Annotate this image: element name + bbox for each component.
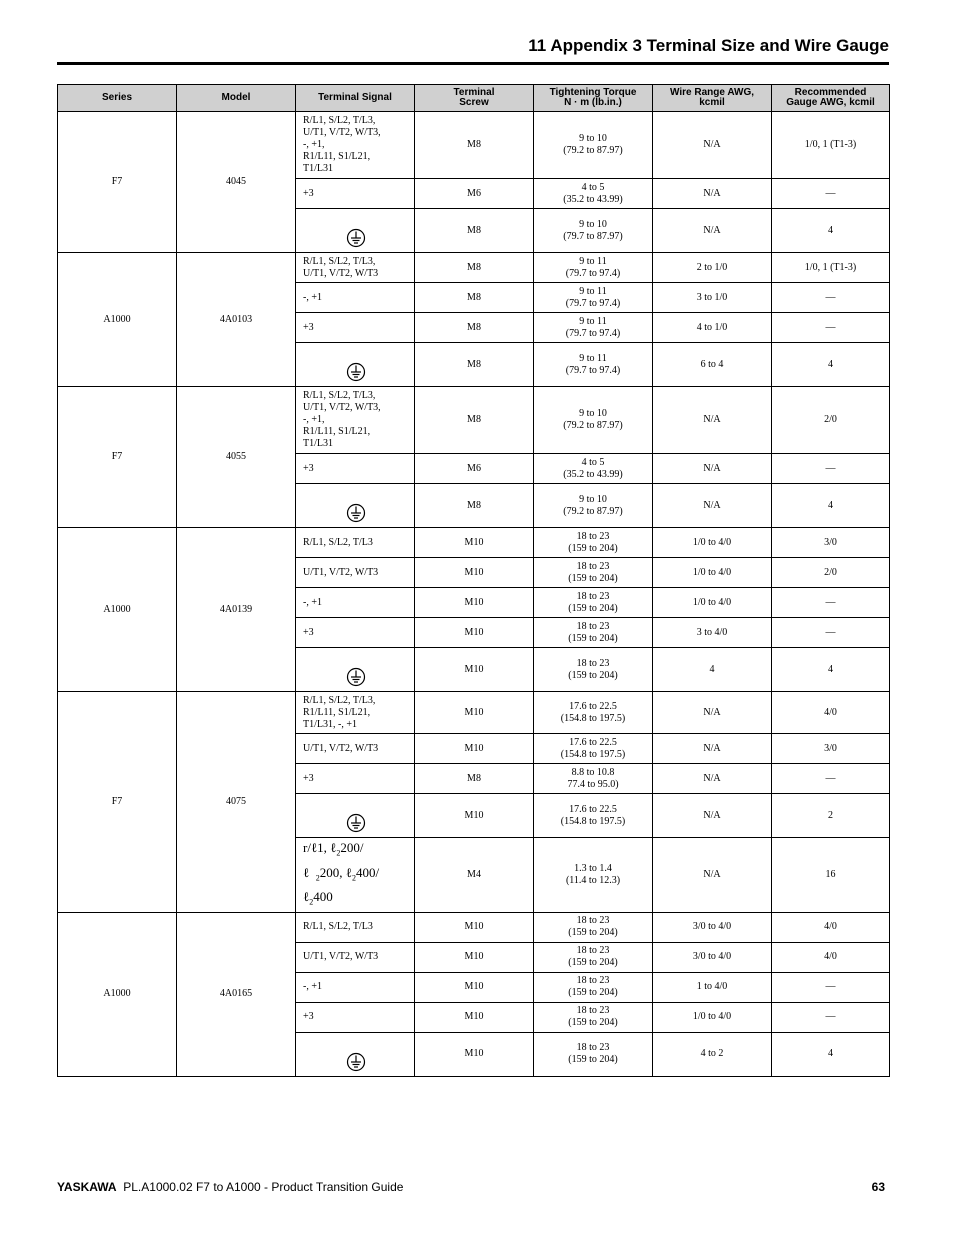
wire-range-cell: 4 [653, 648, 772, 692]
terminal-signal-cell: +3 [296, 764, 415, 794]
wire-range-cell: 6 to 4 [653, 343, 772, 387]
terminal-screw-cell: M10 [415, 734, 534, 764]
header-model: Model [177, 85, 296, 112]
wire-range-cell: N/A [653, 454, 772, 484]
fancy-part-b: 200/ [340, 840, 364, 855]
terminal-signal-cell [296, 1032, 415, 1076]
series-cell: A1000 [58, 912, 177, 1076]
tightening-torque-cell: 9 to 11 (79.7 to 97.4) [534, 283, 653, 313]
wire-range-cell: 1/0 to 4/0 [653, 528, 772, 558]
recommended-gauge-cell: 2/0 [772, 558, 890, 588]
terminal-signal-cell: U/T1, V/T2, W/T3 [296, 942, 415, 972]
terminal-signal-cell: U/T1, V/T2, W/T3 [296, 558, 415, 588]
table-row [58, 912, 890, 942]
terminal-signal-cell: R/L1, S/L2, T/L3, R1/L11, S1/L21, T1/L31, -, +1 [296, 692, 415, 734]
tightening-torque-cell: 18 to 23 (159 to 204) [534, 942, 653, 972]
terminal-signal-cell: R/L1, S/L2, T/L3, U/T1, V/T2, W/T3, -, +1, R1/L11, S1/L21, T1/L31 [296, 387, 415, 454]
ground-icon [346, 1052, 366, 1072]
terminal-signal-cell [296, 648, 415, 692]
header-recommended-gauge: Recommended Gauge AWG, kcmil [772, 85, 890, 112]
terminal-signal-cell: R/L1, S/L2, T/L3, U/T1, V/T2, W/T3 [296, 253, 415, 283]
terminal-screw-cell: M8 [415, 313, 534, 343]
series-cell: A1000 [58, 253, 177, 387]
fancy-signal-label [303, 838, 408, 912]
terminal-signal-cell [296, 838, 415, 913]
recommended-gauge-cell: 4 [772, 484, 890, 528]
tightening-torque-cell: 18 to 23 (159 to 204) [534, 588, 653, 618]
terminal-signal-cell: U/T1, V/T2, W/T3 [296, 734, 415, 764]
table-row [58, 692, 890, 734]
recommended-gauge-cell: 1/0, 1 (T1-3) [772, 112, 890, 179]
recommended-gauge-cell: — [772, 588, 890, 618]
tightening-torque-cell: 9 to 11 (79.7 to 97.4) [534, 343, 653, 387]
recommended-gauge-cell: 2/0 [772, 387, 890, 454]
tightening-torque-cell: 17.6 to 22.5 (154.8 to 197.5) [534, 692, 653, 734]
terminal-signal-cell [296, 343, 415, 387]
wire-range-cell: 3 to 4/0 [653, 618, 772, 648]
model-cell: 4A0103 [177, 253, 296, 387]
header-tightening-torque: Tightening Torque N · m (lb.in.) [534, 85, 653, 112]
model-cell: 4A0165 [177, 912, 296, 1076]
terminal-screw-cell: M10 [415, 1002, 534, 1032]
header-series: Series [58, 85, 177, 112]
wire-range-cell: N/A [653, 112, 772, 179]
fancy-part-d: 400/ [355, 864, 380, 880]
tightening-torque-cell: 9 to 10 (79.7 to 87.97) [534, 209, 653, 253]
terminal-screw-cell: M8 [415, 283, 534, 313]
terminal-signal-cell: +3 [296, 179, 415, 209]
series-cell: F7 [58, 692, 177, 913]
tightening-torque-cell: 1.3 to 1.4 (11.4 to 12.3) [534, 838, 653, 913]
terminal-screw-cell: M10 [415, 558, 534, 588]
tightening-torque-cell: 18 to 23 (159 to 204) [534, 618, 653, 648]
ell-glyph: ℓ [345, 864, 352, 880]
terminal-signal-cell: R/L1, S/L2, T/L3 [296, 912, 415, 942]
tightening-torque-cell: 9 to 10 (79.2 to 87.97) [534, 387, 653, 454]
recommended-gauge-cell: 4 [772, 648, 890, 692]
table-header-row [58, 85, 890, 112]
ground-icon [346, 228, 366, 248]
wire-range-cell: 1/0 to 4/0 [653, 1002, 772, 1032]
recommended-gauge-cell: — [772, 618, 890, 648]
wire-range-cell: N/A [653, 484, 772, 528]
tightening-torque-cell: 18 to 23 (159 to 204) [534, 528, 653, 558]
terminal-screw-cell: M10 [415, 1032, 534, 1076]
tightening-torque-cell: 17.6 to 22.5 (154.8 to 197.5) [534, 734, 653, 764]
recommended-gauge-cell: — [772, 179, 890, 209]
table-row [58, 112, 890, 179]
header-terminal-signal: Terminal Signal [296, 85, 415, 112]
terminal-signal-cell [296, 484, 415, 528]
terminal-signal-cell: -, +1 [296, 588, 415, 618]
recommended-gauge-cell: — [772, 283, 890, 313]
table-row [58, 253, 890, 283]
recommended-gauge-cell: 3/0 [772, 734, 890, 764]
terminal-signal-cell: -, +1 [296, 283, 415, 313]
ground-icon [346, 362, 366, 382]
ell-glyph: ℓ [303, 889, 310, 905]
ell-glyph: ℓ [303, 864, 310, 880]
wire-range-cell: N/A [653, 764, 772, 794]
table-row [58, 528, 890, 558]
terminal-screw-cell: M8 [415, 343, 534, 387]
ground-icon [346, 813, 366, 833]
footer-doc-title: PL.A1000.02 F7 to A1000 - Product Transition Guide [123, 1180, 404, 1194]
ground-icon [346, 503, 366, 523]
recommended-gauge-cell: 4 [772, 343, 890, 387]
terminal-screw-cell: M4 [415, 838, 534, 913]
terminal-screw-cell: M8 [415, 764, 534, 794]
wire-range-cell: 3/0 to 4/0 [653, 942, 772, 972]
recommended-gauge-cell: 4 [772, 1032, 890, 1076]
fancy-sub: 2 [336, 848, 341, 858]
wire-range-cell: 3/0 to 4/0 [653, 912, 772, 942]
wire-range-cell: 1 to 4/0 [653, 972, 772, 1002]
terminal-signal-cell: +3 [296, 618, 415, 648]
fancy-part-c: 200, [319, 864, 346, 880]
tightening-torque-cell: 9 to 10 (79.2 to 87.97) [534, 484, 653, 528]
recommended-gauge-cell: 4/0 [772, 912, 890, 942]
series-cell: A1000 [58, 528, 177, 692]
table-row [58, 387, 890, 454]
recommended-gauge-cell: 1/0, 1 (T1-3) [772, 253, 890, 283]
wire-range-cell: N/A [653, 387, 772, 454]
tightening-torque-cell: 18 to 23 (159 to 204) [534, 972, 653, 1002]
ell-glyph: ℓ [330, 840, 337, 855]
page-footer [57, 1180, 889, 1198]
wire-range-cell: 1/0 to 4/0 [653, 588, 772, 618]
page-number: 63 [871, 1180, 885, 1194]
model-cell: 4A0139 [177, 528, 296, 692]
terminal-screw-cell: M10 [415, 618, 534, 648]
tightening-torque-cell: 18 to 23 (159 to 204) [534, 1002, 653, 1032]
wire-range-cell: N/A [653, 734, 772, 764]
terminal-screw-cell: M10 [415, 942, 534, 972]
tightening-torque-cell: 18 to 23 (159 to 204) [534, 912, 653, 942]
wire-range-cell: 4 to 2 [653, 1032, 772, 1076]
terminal-screw-cell: M10 [415, 972, 534, 1002]
recommended-gauge-cell: 3/0 [772, 528, 890, 558]
tightening-torque-cell: 18 to 23 (159 to 204) [534, 1032, 653, 1076]
wire-range-cell: 1/0 to 4/0 [653, 558, 772, 588]
tightening-torque-cell: 4 to 5 (35.2 to 43.99) [534, 179, 653, 209]
terminal-screw-cell: M8 [415, 484, 534, 528]
terminal-signal-cell: -, +1 [296, 972, 415, 1002]
terminal-screw-cell: M10 [415, 528, 534, 558]
recommended-gauge-cell: — [772, 454, 890, 484]
terminal-size-table [57, 84, 890, 1077]
terminal-signal-cell [296, 794, 415, 838]
recommended-gauge-cell: 16 [772, 838, 890, 913]
wire-range-cell: N/A [653, 209, 772, 253]
recommended-gauge-cell: 2 [772, 794, 890, 838]
wire-range-cell: 3 to 1/0 [653, 283, 772, 313]
wire-range-cell: N/A [653, 794, 772, 838]
tightening-torque-cell: 9 to 11 (79.7 to 97.4) [534, 313, 653, 343]
ground-icon [346, 667, 366, 687]
model-cell: 4055 [177, 387, 296, 528]
terminal-screw-cell: M8 [415, 209, 534, 253]
page-header [57, 36, 889, 65]
model-cell: 4075 [177, 692, 296, 913]
fancy-sub: 2 [351, 873, 356, 883]
tightening-torque-cell: 4 to 5 (35.2 to 43.99) [534, 454, 653, 484]
fancy-sub: 2 [309, 897, 314, 907]
recommended-gauge-cell: — [772, 972, 890, 1002]
recommended-gauge-cell: — [772, 764, 890, 794]
terminal-signal-cell: R/L1, S/L2, T/L3, U/T1, V/T2, W/T3, -, +1, R1/L11, S1/L21, T1/L31 [296, 112, 415, 179]
tightening-torque-cell: 17.6 to 22.5 (154.8 to 197.5) [534, 794, 653, 838]
recommended-gauge-cell: — [772, 313, 890, 343]
footer-brand: YASKAWA [57, 1180, 117, 1194]
terminal-screw-cell: M10 [415, 692, 534, 734]
fancy-part-a: r/ℓ1, [303, 840, 331, 855]
terminal-screw-cell: M10 [415, 794, 534, 838]
tightening-torque-cell: 8.8 to 10.8 77.4 to 95.0) [534, 764, 653, 794]
header-terminal-screw: Terminal Screw [415, 85, 534, 112]
terminal-screw-cell: M10 [415, 912, 534, 942]
terminal-screw-cell: M6 [415, 454, 534, 484]
terminal-screw-cell: M10 [415, 648, 534, 692]
terminal-screw-cell: M8 [415, 253, 534, 283]
recommended-gauge-cell: 4/0 [772, 942, 890, 972]
model-cell: 4045 [177, 112, 296, 253]
terminal-screw-cell: M10 [415, 588, 534, 618]
tightening-torque-cell: 18 to 23 (159 to 204) [534, 648, 653, 692]
recommended-gauge-cell: 4 [772, 209, 890, 253]
tightening-torque-cell: 9 to 10 (79.2 to 87.97) [534, 112, 653, 179]
terminal-screw-cell: M6 [415, 179, 534, 209]
page-title: 11 Appendix 3 Terminal Size and Wire Gauge [528, 36, 889, 55]
terminal-screw-cell: M8 [415, 112, 534, 179]
wire-range-cell: N/A [653, 179, 772, 209]
terminal-signal-cell: R/L1, S/L2, T/L3 [296, 528, 415, 558]
terminal-signal-cell [296, 209, 415, 253]
wire-range-cell: 2 to 1/0 [653, 253, 772, 283]
header-wire-range: Wire Range AWG, kcmil [653, 85, 772, 112]
tightening-torque-cell: 9 to 11 (79.7 to 97.4) [534, 253, 653, 283]
tightening-torque-cell: 18 to 23 (159 to 204) [534, 558, 653, 588]
wire-range-cell: N/A [653, 838, 772, 913]
fancy-sub: 2 [315, 873, 320, 883]
fancy-part-e: 400 [313, 889, 333, 905]
terminal-screw-cell: M8 [415, 387, 534, 454]
terminal-signal-cell: +3 [296, 454, 415, 484]
wire-range-cell: 4 to 1/0 [653, 313, 772, 343]
terminal-signal-cell: +3 [296, 313, 415, 343]
terminal-signal-cell: +3 [296, 1002, 415, 1032]
wire-range-cell: N/A [653, 692, 772, 734]
series-cell: F7 [58, 112, 177, 253]
series-cell: F7 [58, 387, 177, 528]
recommended-gauge-cell: — [772, 1002, 890, 1032]
recommended-gauge-cell: 4/0 [772, 692, 890, 734]
